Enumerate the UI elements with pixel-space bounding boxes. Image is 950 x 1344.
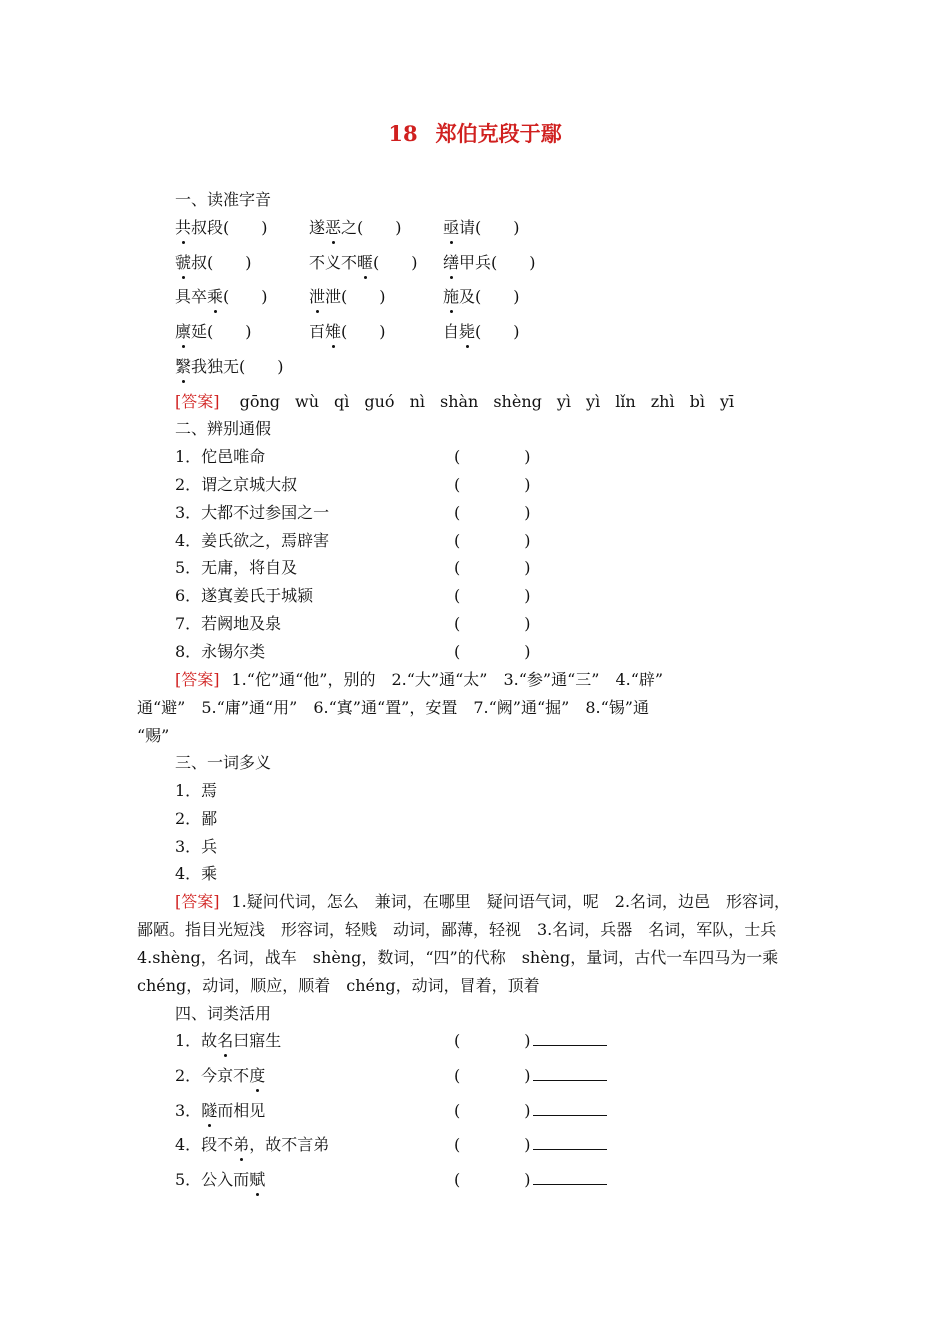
- s2-item: 6．遂寘姜氏于城颍: [175, 586, 314, 605]
- s2-item: 1．佗邑唯命: [175, 447, 266, 466]
- s1-item: 百雉( ): [309, 322, 386, 341]
- answer-paren[interactable]: ( ): [454, 558, 531, 577]
- s1-item: 自毙( ): [443, 322, 520, 341]
- s1-item: 具卒乘( ): [175, 287, 268, 306]
- s2-answer-cont: “赐”: [137, 726, 170, 745]
- answer-paren[interactable]: ( ): [454, 586, 531, 605]
- s3-item: 3．兵: [175, 837, 218, 856]
- s3-item: 4．乘: [175, 864, 218, 883]
- blank-line[interactable]: [533, 1135, 607, 1150]
- page-title: 18 郑伯克段于鄢: [388, 121, 562, 146]
- s3-answer: [答案] 1.疑问代词，怎么 兼词，在哪里 疑问语气词，呢 2.名词，边邑 形容词，: [175, 892, 791, 911]
- answer-field[interactable]: ( ): [454, 1169, 607, 1191]
- answer-label: [答案]: [175, 670, 220, 689]
- s3-answer-cont: chéng，动词，顺应，顺着 chéng，动词，冒着，顶着: [137, 976, 540, 995]
- s2-item: 5．无庸，将自及: [175, 558, 298, 577]
- s2-item: 2．谓之京城大叔: [175, 475, 298, 494]
- s3-answer-cont: 鄙陋。指目光短浅 形容词，轻贱 动词，鄙薄，轻视 3.名词，兵器 名词，军队，士兵: [137, 920, 777, 939]
- s3-item: 2．鄙: [175, 809, 218, 828]
- s1-item: 繄我独无( ): [175, 357, 284, 376]
- s1-heading: 一、读准字音: [175, 190, 272, 209]
- s4-heading: 四、词类活用: [175, 1004, 272, 1023]
- s1-item: 遂恶之( ): [309, 218, 402, 237]
- s4-item: 4．段不弟，故不言弟: [175, 1135, 330, 1154]
- s2-item: 7．若阙地及泉: [175, 614, 282, 633]
- s4-item: 1．故名曰寤生: [175, 1031, 282, 1050]
- blank-line[interactable]: [533, 1101, 607, 1116]
- s4-item: 2．今京不度: [175, 1066, 266, 1085]
- blank-line[interactable]: [533, 1066, 607, 1081]
- answer-label: [答案]: [175, 892, 220, 911]
- s1-item: 缮甲兵( ): [443, 253, 536, 272]
- s1-item: 施及( ): [443, 287, 520, 306]
- s1-item: 共叔段( ): [175, 218, 268, 237]
- s1-item: 不义不暱( ): [309, 253, 418, 272]
- s2-heading: 二、辨别通假: [175, 419, 272, 438]
- answer-field[interactable]: ( ): [454, 1065, 607, 1087]
- answer-paren[interactable]: ( ): [454, 531, 531, 550]
- answer-paren[interactable]: ( ): [454, 614, 531, 633]
- answer-field[interactable]: ( ): [454, 1134, 607, 1156]
- s2-answer: [答案] 1.“佗”通“他”，别的 2.“大”通“太” 3.“参”通“三” 4.“辟”: [175, 670, 664, 689]
- s1-item: 泄泄( ): [309, 287, 386, 306]
- s2-item: 4．姜氏欲之，焉辟害: [175, 531, 330, 550]
- answer-paren[interactable]: ( ): [454, 503, 531, 522]
- s3-item: 1．焉: [175, 781, 218, 800]
- answer-paren[interactable]: ( ): [454, 447, 531, 466]
- s4-item: 3．隧而相见: [175, 1101, 266, 1120]
- blank-line[interactable]: [533, 1031, 607, 1046]
- s2-item: 8．永锡尔类: [175, 642, 266, 661]
- answer-label: [答案]: [175, 392, 220, 411]
- s1-answer: [答案] gōng wù qì guó nì shàn shèng yì yì lǐn zhì bì yī: [175, 392, 735, 411]
- s1-item: 虢叔( ): [175, 253, 252, 272]
- answer-paren[interactable]: ( ): [454, 642, 531, 661]
- s1-item: 廪延( ): [175, 322, 252, 341]
- s3-answer-cont: 4.shèng，名词，战车 shèng，数词，“四”的代称 shèng，量词，古代一车四马为一乘: [137, 948, 779, 967]
- s3-heading: 三、一词多义: [175, 753, 272, 772]
- blank-line[interactable]: [533, 1170, 607, 1185]
- s4-item: 5．公入而赋: [175, 1170, 266, 1189]
- answer-field[interactable]: ( ): [454, 1100, 607, 1122]
- s2-answer-cont: 通“避” 5.“庸”通“用” 6.“寘”通“置”，安置 7.“阙”通“掘” 8.“锡”通: [137, 698, 649, 717]
- answer-field[interactable]: ( ): [454, 1030, 607, 1052]
- s2-item: 3．大都不过参国之一: [175, 503, 330, 522]
- s1-item: 亟请( ): [443, 218, 520, 237]
- answer-paren[interactable]: ( ): [454, 475, 531, 494]
